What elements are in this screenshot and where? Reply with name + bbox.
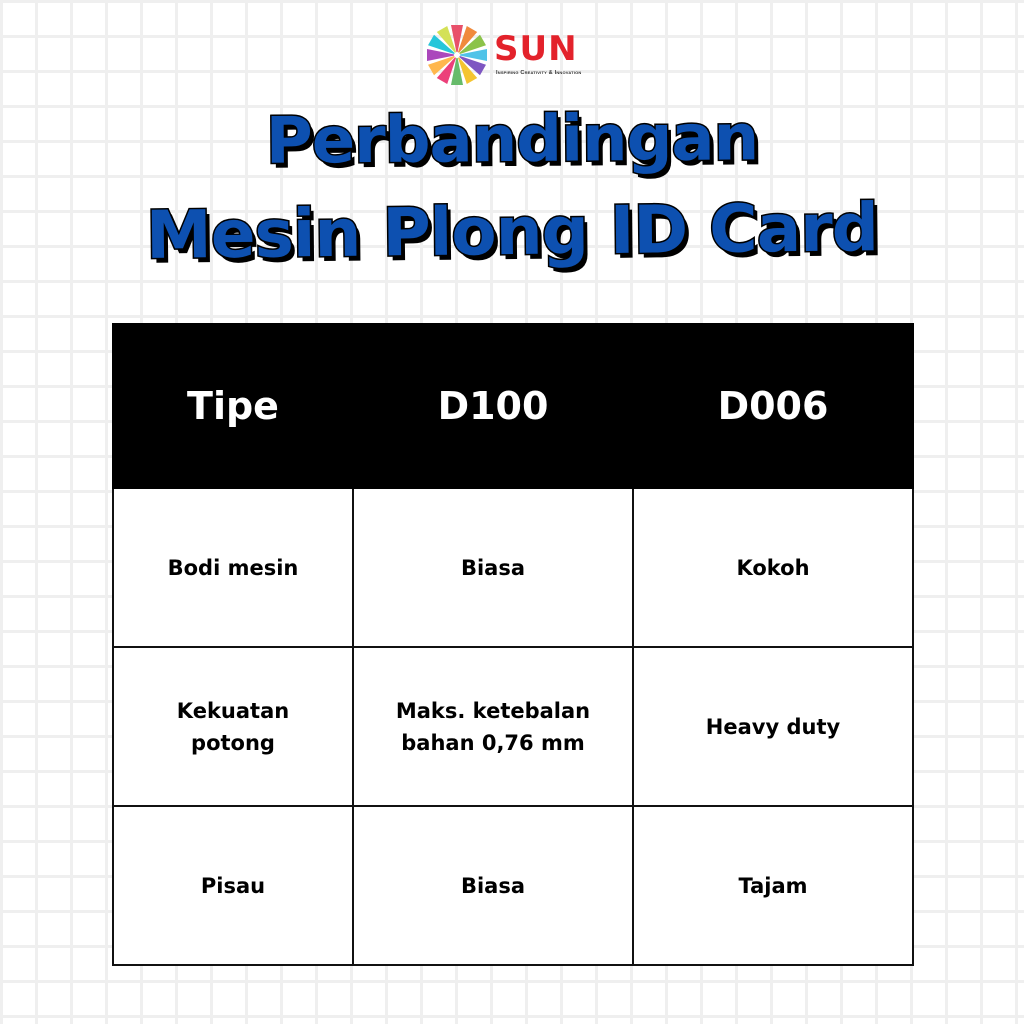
cell-d006: Heavy duty	[633, 647, 913, 806]
comparison-table	[112, 323, 914, 966]
table-header-row	[113, 324, 913, 488]
cell-d006: Kokoh	[633, 488, 913, 647]
multicolor-flower-icon	[424, 22, 490, 88]
brand-tagline: Inspiring Creativity & Innovation	[496, 70, 582, 76]
table-row	[113, 488, 913, 647]
brand-logo	[424, 22, 604, 88]
header-d100: D100	[353, 324, 633, 488]
row-label: Kekuatan potong	[113, 647, 353, 806]
page-title-line-2: Mesin Plong ID Card	[145, 189, 879, 274]
row-label: Pisau	[113, 806, 353, 965]
cell-d100: Maks. ketebalan bahan 0,76 mm	[353, 647, 633, 806]
header-tipe: Tipe	[113, 324, 353, 488]
table-row	[113, 647, 913, 806]
row-label: Bodi mesin	[113, 488, 353, 647]
page-title-line-1: Perbandingan	[265, 101, 759, 179]
cell-d100: Biasa	[353, 806, 633, 965]
cell-d100: Biasa	[353, 488, 633, 647]
header-d006: D006	[633, 324, 913, 488]
brand-name: SUN	[494, 29, 578, 69]
table-row	[113, 806, 913, 965]
cell-d006: Tajam	[633, 806, 913, 965]
